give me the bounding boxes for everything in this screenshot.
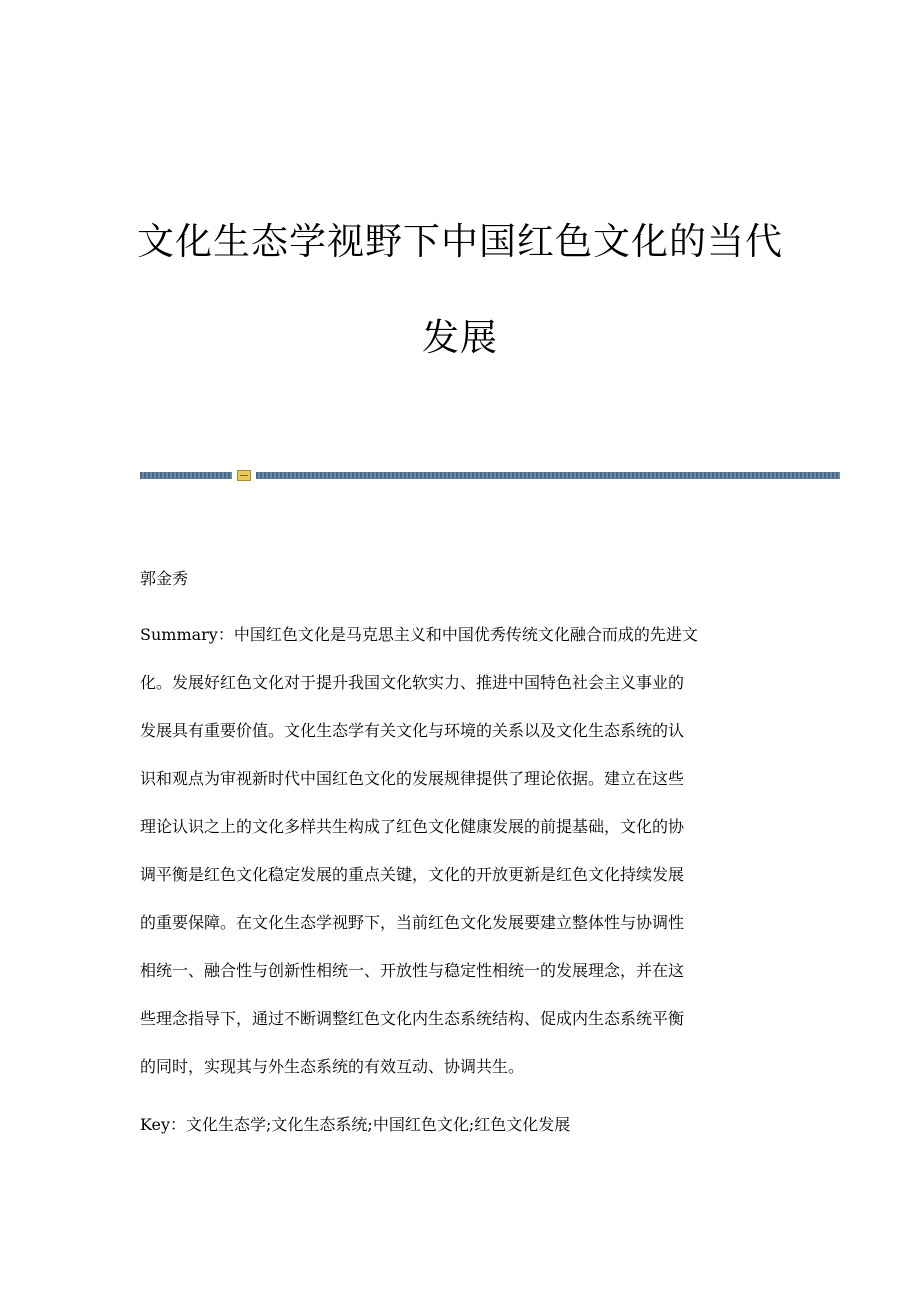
summary-line: 调平衡是红色文化稳定发展的重点关键，文化的开放更新是红色文化持续发展	[140, 865, 685, 884]
keywords-line: Key：文化生态学;文化生态系统;中国红色文化;红色文化发展	[140, 1115, 571, 1134]
summary-line: 的重要保障。在文化生态学视野下，当前红色文化发展要建立整体性与协调性	[140, 913, 685, 932]
author-name: 郭金秀	[140, 569, 189, 588]
summary-line: Summary：中国红色文化是马克思主义和中国优秀传统文化融合而成的先进文	[140, 625, 698, 644]
divider-ornament-icon	[237, 470, 251, 481]
summary-line: 发展具有重要价值。文化生态学有关文化与环境的关系以及文化生态系统的认	[140, 721, 685, 740]
summary-line: 的同时，实现其与外生态系统的有效互动、协调共生。	[140, 1057, 525, 1076]
document-title-line-1: 文化生态学视野下中国红色文化的当代	[137, 220, 783, 263]
summary-line: 识和观点为审视新时代中国红色文化的发展规律提供了理论依据。建立在这些	[140, 769, 685, 788]
summary-line: 些理念指导下，通过不断调整红色文化内生态系统结构、促成内生态系统平衡	[140, 1009, 685, 1028]
divider-bar-right	[256, 472, 840, 479]
title-divider	[140, 469, 840, 481]
summary-line: 相统一、融合性与创新性相统一、开放性与稳定性相统一的发展理念，并在这	[140, 961, 685, 980]
divider-bar-left	[140, 472, 232, 479]
summary-paragraph	[140, 624, 772, 1104]
document-title-line-2: 发展	[422, 316, 498, 359]
summary-line: 理论认识之上的文化多样共生构成了红色文化健康发展的前提基础，文化的协	[140, 817, 685, 836]
summary-line: 化。发展好红色文化对于提升我国文化软实力、推进中国特色社会主义事业的	[140, 673, 685, 692]
